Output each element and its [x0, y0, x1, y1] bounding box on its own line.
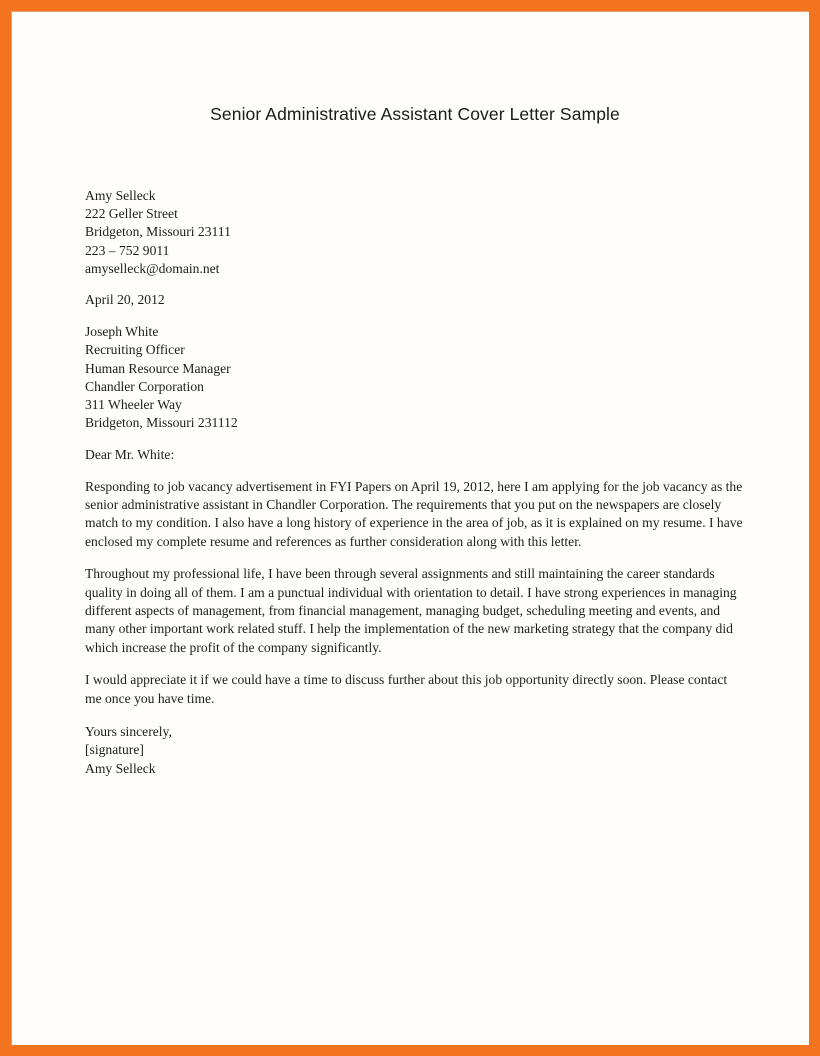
sender-street: 222 Geller Street: [85, 206, 178, 222]
recipient-company: Chandler Corporation: [85, 378, 204, 394]
body-paragraph: Throughout my professional life, I have been through several assignments and still maintaining the career standards quality in doing all of them. I am a punctual individual with orientation to detail. I have strong experiences in managing different aspects of management, from financial management, managing budget, scheduling meeting and events, and many other important work related stuff. I help the implementation of the new marketing strategy that the company did which increase the profit of the company significantly.: [85, 566, 737, 655]
recipient-name: Joseph White: [85, 324, 159, 340]
closing-block: [85, 723, 745, 778]
body-paragraph: Responding to job vacancy advertisement in FYI Papers on April 19, 2012, here I am applying for the job vacancy as the senior administrative assistant in Chandler Corporation. The requirements that you put on the newspapers are closely match to my condition. I also have a long history of experience in the area of job, as it is explained on my resume. I have enclosed my complete resume and references as further consideration along with this letter.: [85, 478, 743, 549]
salutation-text: Dear Mr. White:: [85, 447, 175, 463]
recipient-city-state-zip: Bridgeton, Missouri 231112: [85, 415, 238, 431]
body-paragraph: I would appreciate it if we could have a time to discuss further about this job opportunity directly soon. Please contact me once you have time.: [85, 672, 728, 706]
sender-address-block: [85, 187, 745, 278]
recipient-street: 311 Wheeler Way: [85, 397, 182, 413]
signature-placeholder: [signature]: [85, 742, 144, 758]
valediction: Yours sincerely,: [85, 724, 172, 740]
sender-email: amyselleck@domain.net: [85, 260, 220, 276]
page-title: Senior Administrative Assistant Cover Letter Sample: [210, 104, 620, 124]
salutation: [85, 446, 745, 464]
recipient-department: Human Resource Manager: [85, 360, 231, 376]
signer-name: Amy Selleck: [85, 760, 156, 776]
sender-name: Amy Selleck: [85, 188, 156, 203]
sender-city-state-zip: Bridgeton, Missouri 23111: [85, 224, 231, 240]
letter-content: [85, 12, 745, 1045]
letter-body: [85, 478, 745, 708]
sender-phone: 223 – 752 9011: [85, 242, 170, 258]
recipient-address-block: [85, 323, 745, 432]
date-text: April 20, 2012: [85, 292, 165, 308]
letter-date: [85, 291, 745, 309]
document-page: [11, 11, 809, 1045]
recipient-title: Recruiting Officer: [85, 342, 185, 358]
